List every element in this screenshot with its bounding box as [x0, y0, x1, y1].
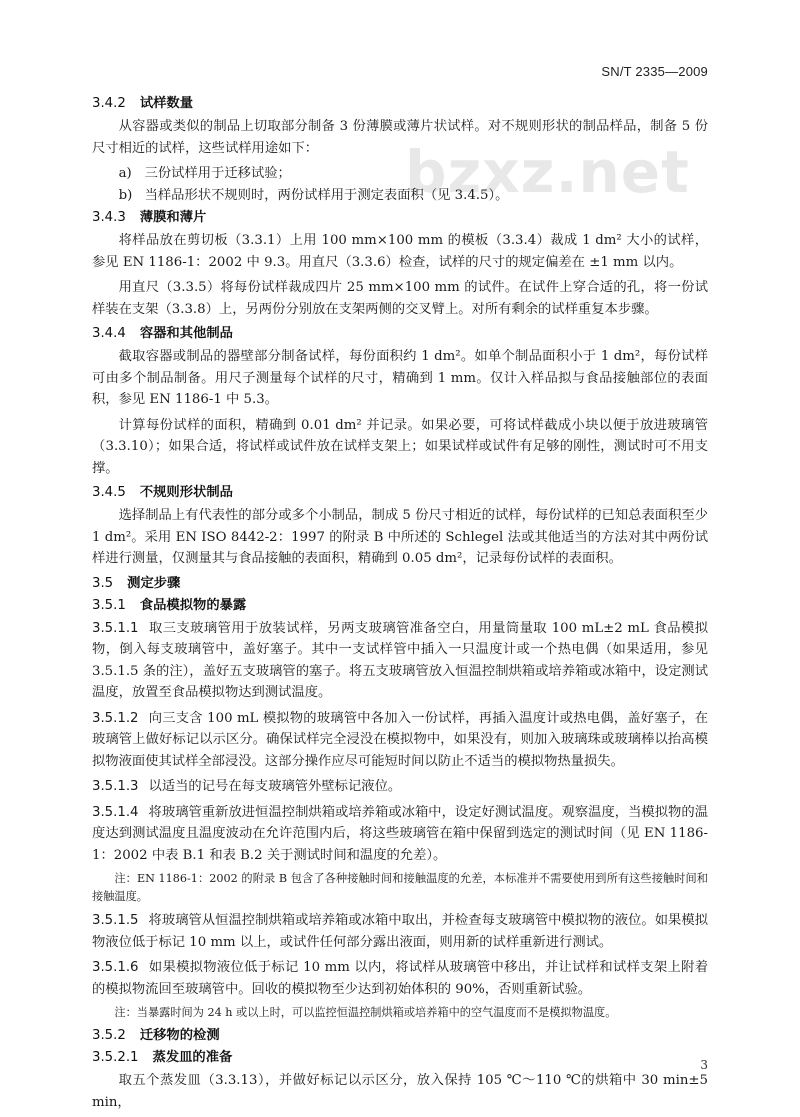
list-item-text: 三份试样用于迁移试验； [144, 166, 291, 181]
paragraph: 将样品放在剪切板（3.3.1）上用 100 mm×100 mm 的模板（3.3.4）裁成 1 dm² 大小的试样，参见 EN 1186-1：2002 中 9.3。用直尺（3.3.6）检查，试样的尺寸的规定偏差在 ±1 mm 以内。 [92, 233, 708, 270]
paragraph: 取五个蒸发皿（3.3.13），并做好标记以示区分，放入保持 105 ℃～110 ℃的烘箱中 30 min±5 min， [92, 1073, 708, 1110]
section-title: 食品模拟物的暴露 [139, 597, 247, 613]
numbered-paragraph [92, 776, 708, 798]
section-title: 蒸发皿的准备 [152, 1050, 233, 1065]
section-number: 3.4.2 [92, 96, 126, 111]
standard-code-header: SN/T 2335—2009 [601, 64, 708, 79]
clause-number: 3.5.1.1 [92, 620, 139, 636]
section-title: 容器和其他制品 [139, 326, 233, 341]
section-number: 3.4.5 [92, 485, 126, 500]
clause-number: 3.5.1.4 [92, 804, 139, 820]
clause-number: 3.5.1.5 [92, 913, 139, 928]
paragraph: 计算每份试样的面积，精确到 0.01 dm² 并记录。如果必要，可将试样截成小块以便于放进玻璃管（3.3.10）；如果合适，将试样或试件放在试样支架上；如果试样或试件有足够的刚性，测试时可不用支撑。 [92, 417, 708, 476]
section-heading [92, 324, 708, 344]
clause-text: 取三支玻璃管用于放装试样，另两支玻璃管准备空白，用量筒量取 100 mL±2 mL 食品模拟物，倒入每支玻璃管中，盖好塞子。其中一支试样管中插入一只温度计或一个热电偶（如果适用，参见 3.5.1.5 条的注），盖好五支玻璃管的塞子。将五支玻璃管放入恒温控制烘箱或培养箱或冰箱中，设定测试温度，放置至食品模拟物达到测试温度。 [92, 620, 708, 700]
section-heading [92, 574, 708, 594]
clause-number: 3.5.1.2 [92, 710, 139, 726]
section-heading [92, 483, 708, 503]
section-number: 3.5.1 [92, 597, 126, 613]
section-heading [92, 596, 708, 616]
paragraph: 截取容器或制品的器壁部分制备试样，每份面积约 1 dm²。如单个制品面积小于 1 dm²，每份试样可由多个制品制备。用尺子测量每个试样的尺寸，精确到 1 mm。仅计入样品拟与食品接触部位的表面积，参见 EN 1186-1 中 5.3。 [92, 349, 708, 407]
numbered-paragraph [92, 618, 708, 704]
numbered-paragraph [92, 910, 708, 953]
section-number: 3.5.2.1 [92, 1050, 139, 1065]
section-heading [92, 94, 708, 114]
section-number: 3.4.3 [92, 210, 126, 225]
clause-text: 将玻璃管重新放进恒温控制烘箱或培养箱或冰箱中，设定好测试温度。观察温度，当模拟物的温度达到测试温度且温度波动在允许范围内后，将这些玻璃管在箱中保留到选定的测试时间（见 EN 1186-1：2002 中表 B.1 和表 B.2 关于测试时间和温度的允差）。 [92, 804, 708, 863]
section-heading [92, 1048, 708, 1068]
list-item-text: 当样品形状不规则时，两份试样用于测定表面积（见 3.4.5）。 [144, 187, 509, 203]
numbered-paragraph [92, 802, 708, 867]
page-number: 3 [700, 1058, 708, 1072]
list-marker: a) [118, 166, 132, 181]
clause-text: 以适当的记号在每支玻璃管外壁标记液位。 [148, 779, 402, 794]
note: 注：当暴露时间为 24 h 或以上时，可以监控恒温控制烘箱或培养箱中的空气温度而不是模拟物温度。 [114, 1006, 617, 1019]
paragraph: 选择制品上有代表性的部分或多个小制品，制成 5 份尺寸相近的试样，每份试样的已知总表面积至少 1 dm²。采用 EN ISO 8442-2：1997 的附录 B 中所述的 Schlegel 法或其他适当的方法对其中两份试样进行测量，仅测量其与食品接触的表面积，精确到 0.05 dm²，记录每份试样的表面积。 [92, 508, 708, 566]
list-item [92, 185, 708, 207]
clause-text: 将玻璃管从恒温控制烘箱或培养箱或冰箱中取出，并检查每支玻璃管中模拟物的液位。如果模拟物液位低于标记 10 mm 以上，或试件任何部分露出液面，则用新的试样重新进行测试。 [92, 913, 708, 950]
paragraph: 用直尺（3.3.5）将每份试样裁成四片 25 mm×100 mm 的试件。在试件上穿合适的孔，将一份试样装在支架（3.3.8）上，另两份分别放在支架两侧的交叉臂上。对所有剩余的试样重复本步骤。 [92, 280, 708, 317]
section-title: 试样数量 [139, 96, 194, 111]
list-item [92, 163, 708, 185]
section-number: 3.4.4 [92, 326, 126, 341]
section-heading [92, 208, 708, 228]
section-number: 3.5.2 [92, 1028, 126, 1043]
clause-number: 3.5.1.6 [92, 960, 139, 975]
section-title: 薄膜和薄片 [139, 210, 207, 225]
clause-text: 如果模拟物液位低于标记 10 mm 以内，将试样从玻璃管中移出，并让试样和试样支架上附着的模拟物流回至玻璃管中。回收的模拟物至少达到初始体积的 90%，否则重新试验。 [92, 960, 708, 997]
section-number: 3.5 [92, 575, 114, 591]
numbered-paragraph [92, 957, 708, 1000]
paragraph: 从容器或类似的制品上切取部分制备 3 份薄膜或薄片状试样。对不规则形状的制品样品，制备 5 份尺寸相近的试样，这些试样用途如下： [92, 119, 708, 156]
list-marker: b) [118, 187, 133, 203]
section-heading [92, 1026, 708, 1046]
document-body [92, 92, 708, 1117]
watermark-logo: bzxz.net [405, 138, 690, 206]
section-title: 迁移物的检测 [139, 1028, 220, 1043]
clause-text: 向三支含 100 mL 模拟物的玻璃管中各加入一份试样，再插入温度计或热电偶，盖好塞子，在玻璃管上做好标记以示区分。确保试样完全浸没在模拟物中，如果没有，则加入玻璃珠或玻璃棒以抬高模拟物液面使其试样全部浸没。这部分操作应尽可能短时间以防止不适当的模拟物热量损失。 [92, 710, 708, 769]
section-title: 测定步骤 [127, 575, 181, 591]
numbered-paragraph [92, 708, 708, 773]
clause-number: 3.5.1.3 [92, 779, 139, 794]
section-title: 不规则形状制品 [139, 485, 233, 500]
note: 注：EN 1186-1：2002 的附录 B 包含了各种接触时间和接触温度的允差，本标准并不需要使用到所有这些接触时间和接触温度。 [92, 872, 708, 903]
